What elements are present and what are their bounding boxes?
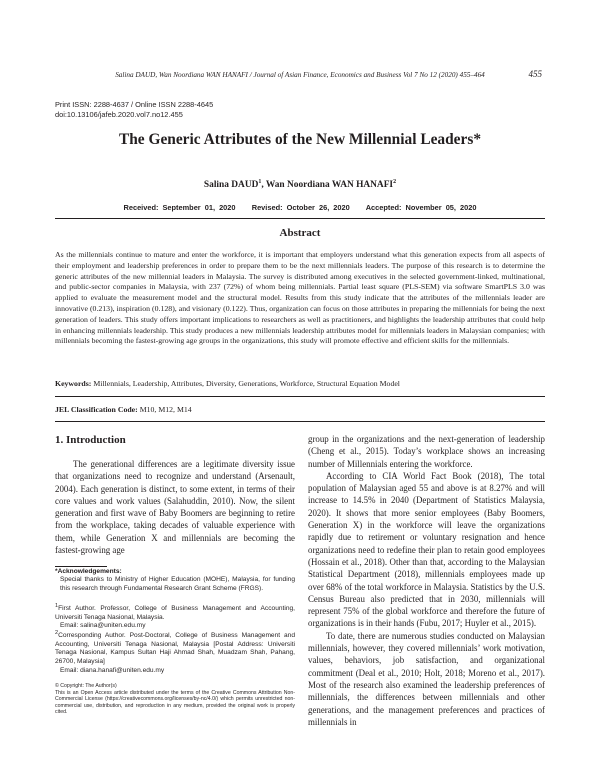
- footnote-rule: [55, 566, 107, 567]
- intro-paragraph-3: To date, there are numerous studies conducted on Malaysian millennials, however, they covered millennials’ work motivation, values, behaviors, job satisfaction, and organizational commitment (Deal et al., 2010; Holt, 2018; Moreno et al., 2017). Most of the research also examined the leadership preferences of millennials, the differences between millennials and other generations, and the management preferences and practices of millennials in: [308, 630, 545, 727]
- author-1: Salina DAUD: [203, 180, 259, 191]
- copyright-line: © Copyright: The Author(s): [55, 683, 117, 689]
- footnote-2-text: Corresponding Author. Post-Doctoral, College of Business Management and Accounting, Universiti Tenaga Nasional, Malaysia [Postal Address: Universiti Tenaga Nasional, Kampus Sultan Haji Ahmad Shah, Muadzam Shah, Pahang, 26700, Malaysia]: [55, 632, 295, 665]
- divider-keywords: [55, 396, 545, 397]
- acknowledgement-body: Special thanks to Ministry of Higher Education (MOHE), Malaysia, for funding this research through Fundamental Research Grant Scheme (FRGS).: [60, 576, 295, 592]
- author-2-mark: 2: [393, 179, 397, 185]
- abstract-heading: Abstract: [279, 227, 321, 239]
- license-text: This is an Open Access article distributed under the terms of the Creative Commons Attribution Non-Commercial License (https://creativecommons.org/licenses/by-nc/4.0/) which permits unrestricted non-commercial use, distribution, and reproduction in any medium, provided the original work is properly cited.: [55, 689, 295, 716]
- footnote-1-mark: 1: [55, 603, 59, 609]
- jel-text: M10, M12, M14: [137, 405, 192, 414]
- footnote-2-mark: 2: [55, 630, 59, 636]
- keywords-label: Keywords:: [55, 379, 92, 388]
- accepted-date: Accepted: November 05, 2020: [365, 203, 477, 212]
- footnote-2-email[interactable]: Email: diana.hanafi@uniten.edu.my: [60, 666, 165, 674]
- intro-paragraph-2: According to CIA World Fact Book (2018), The total population of Malaysian aged 55 and above is at 8.27% and will increase to 14.5% in 2040 (Department of Statistics Malaysia, 2020). It shows that more senior employees (Baby Boomers, Generation X) in the workforce will leave the organizations rapidly due to retirement or voluntary resignation and hence organizations need to redefine their plan to retain good employees (Hossain et al., 2018). Other than that, according to the Malaysian Statistical Department (2018), millennials employees made up over 68% of the total workforce in Malaysia. Statistics by the U.S. Census Bureau also predicted that in 2030, millennials will represent 75% of the global workforce and therefore the future of organizations is in their hands (Fubu, 2017; Huyler et al., 2015).: [308, 470, 545, 629]
- keywords-line: [55, 379, 545, 388]
- issn-line: Print ISSN: 2288-4637 / Online ISSN 2288-4645: [55, 100, 214, 109]
- intro-paragraph-continued: group in the organizations and the next-generation of leadership (Cheng et al., 2015). Today’s workplace shows an increasing number of Millennials entering the workforce.: [308, 434, 545, 469]
- author-1-mark: 1: [258, 179, 262, 185]
- copyright-notice: [55, 683, 295, 716]
- authors-line: [0, 179, 600, 190]
- divider-bottom: [55, 421, 545, 422]
- footnote-2: [55, 629, 295, 675]
- intro-paragraph-1: The generational differences are a legitimate diversity issue that organizations need to recognize and understand (Arsenault, 2004). Each generation is distinct, to some extent, in terms of their core values and work values (Salahuddin, 2010). Now, the silent generation and first wave of Baby Boomers are beginning to retire from the workplace, taking decades of valuable experience with them, while Generation X and millennials are becoming the fastest-growing age: [55, 459, 295, 556]
- footnote-1-text: First Author. Professor, College of Business Management and Accounting, Universiti Tenaga Nasional, Malaysia.: [55, 605, 295, 621]
- page-number: 455: [528, 69, 542, 79]
- acknowledgement-heading: *Acknowledgements:: [55, 568, 122, 575]
- dates-line: [0, 203, 600, 212]
- author-2: Wan Noordiana WAN HANAFI: [265, 180, 394, 191]
- paper-title: The Generic Attributes of the New Millennial Leaders*: [118, 131, 482, 148]
- footnote-1: [55, 602, 295, 631]
- right-column: [308, 433, 545, 728]
- section-heading-introduction: 1. Introduction: [55, 434, 126, 446]
- abstract-text: As the millennials continue to mature and enter the workforce, it is important that employers understand what this generation expects from all aspects of their employment and leadership preferences in order to prepare them to be the next millennials leaders. The purpose of this research is to determine the generic attributes of the new millennial leaders in Malaysia. The survey is distributed among executives in the selected government-linked, multinational, and public-sector companies in Malaysia, with 237 (72%) of whom being millennials. Partial least square (PLS-SEM) via software SmartPLS 3.0 was applied to evaluate the measurement model and the structural model. Results from this study indicate that the attributes of the millennials leader are innovative (0.213), inspiration (0.128), and visionary (0.122). Thus, organization can focus on those attributes in preparing the millennials for being the next generation of leaders. This study offers important implications to researchers as well as practitioners, and highlights the leadership attributes that could help in enhancing millennials leadership. This study produces a new millennials leadership attributes model for millennials leaders in Malaysian companies; with millennials becoming the fastest-growing age groups in the organizations, this study will promote effective and efficient skills for the millennials.: [55, 250, 545, 346]
- left-column: [55, 458, 295, 556]
- acknowledgement-text: [55, 576, 295, 593]
- doi-line[interactable]: doi:10.13106/jafeb.2020.vol7.no12.455: [55, 110, 183, 119]
- jel-line: [55, 405, 545, 414]
- divider-top: [55, 218, 545, 219]
- jel-label: JEL Classification Code:: [55, 405, 138, 414]
- author-separator: ,: [261, 180, 266, 191]
- revised-date: Revised: October 26, 2020: [251, 203, 350, 212]
- running-header: Salina DAUD, Wan Noordiana WAN HANAFI / Journal of Asian Finance, Economics and Business Vol 7 No 12 (2020) 455–464: [115, 71, 485, 79]
- keywords-text: Millennials, Leadership, Attributes, Diversity, Generations, Workforce, Structural Equation Model: [91, 379, 400, 388]
- received-date: Received: September 01, 2020: [123, 203, 236, 212]
- footnote-1-email[interactable]: Email: salina@uniten.edu.my: [60, 622, 146, 630]
- issn-block: [55, 100, 213, 120]
